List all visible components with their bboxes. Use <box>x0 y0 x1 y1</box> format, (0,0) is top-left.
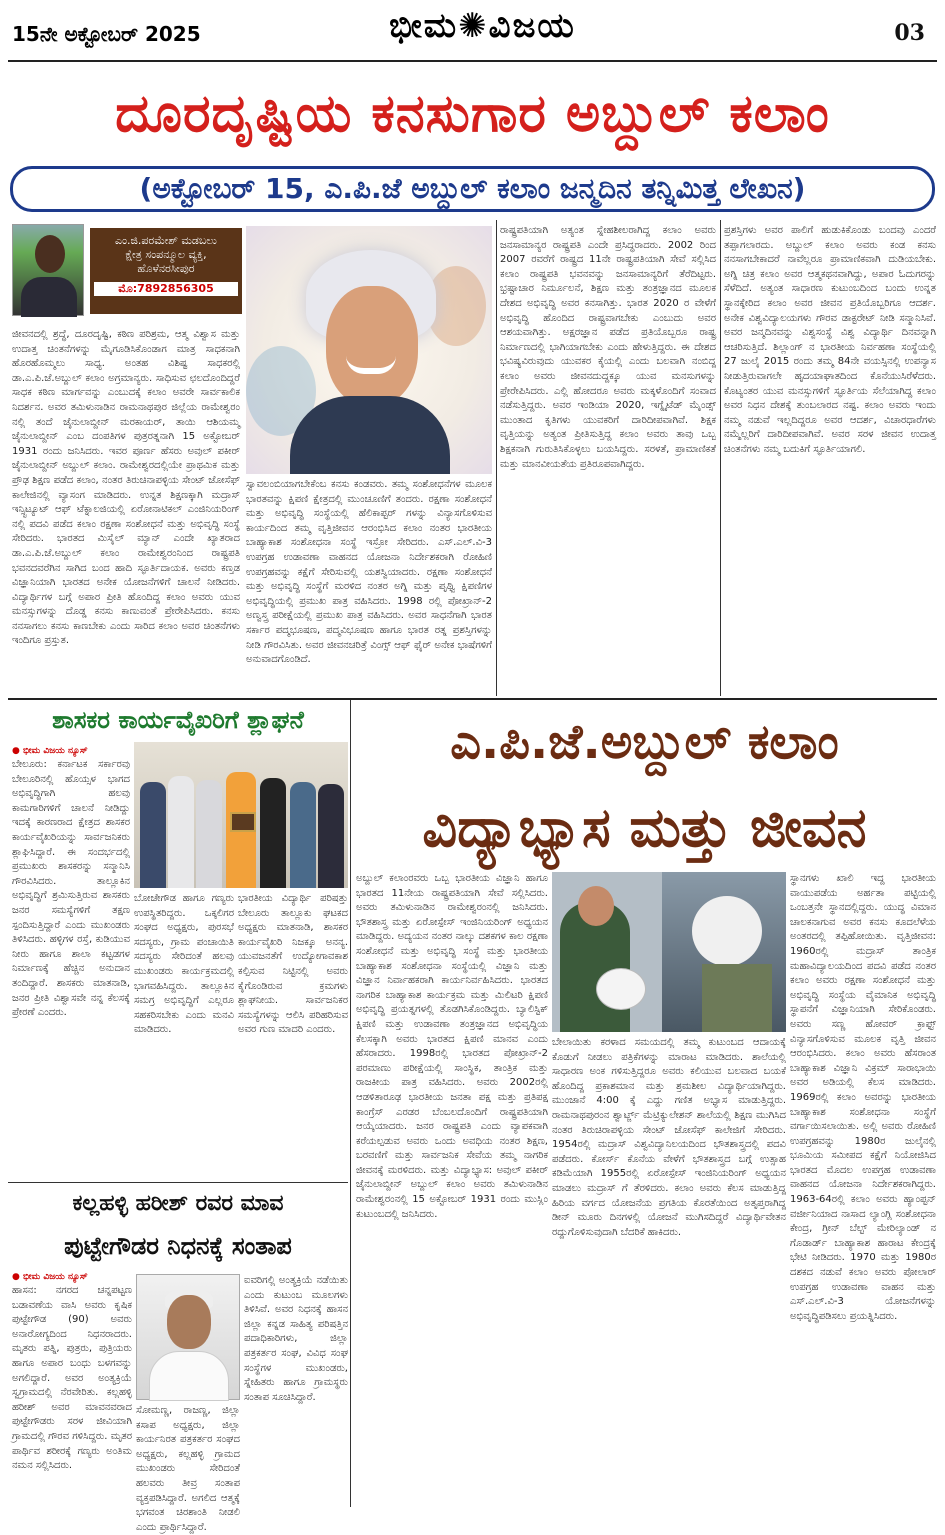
masthead-divider <box>8 60 937 62</box>
portrait-face <box>326 286 418 406</box>
issue-date: 15ನೇ ಅಕ್ಟೋಬರ್ 2025 <box>12 22 201 46</box>
pilot-helmet <box>692 896 762 966</box>
story4-col-1: ಹಾಸನ: ನಗರದ ಚನ್ನಪಟ್ಟಣ ಬಡಾವಣೆಯ ವಾಸಿ ಅವರು ಕೃಷಿಕ ಪುಟ್ಟೇಗೌಡ (90) ಅವರು ಅನಾರೋಗ್ಯದಿಂದ ನಿಧನರಾದರು. ಮೃತರು ಪತ್ನಿ, ಪುತ್ರರು, ಪುತ್ರಿಯರು ಹಾಗೂ ಅಪಾರ ಬಂಧು ಬಳಗವನ್ನು ಅಗಲಿದ್ದಾರೆ. ಅವರ ಅಂತ್ಯಕ್ರಿಯೆ ಸ್ವಗ್ರಾಮದಲ್ಲಿ ನೆರವೇರಿತು. ಕಲ್ಲಹಳ್ಳಿ ಹರೀಶ್ ಅವರ ಮಾವನವರಾದ ಪುಟ್ಟೇಗೌಡರು ಸರಳ ಜೀವಿಯಾಗಿ ಗ್ರಾಮದಲ್ಲಿ ಗೌರವ ಗಳಿಸಿದ್ದರು. ಮೃತರ ಪಾರ್ಥಿವ ಶರೀರಕ್ಕೆ ಗಣ್ಯರು ಅಂತಿಮ ನಮನ ಸಲ್ಲಿಸಿದರು. <box>12 1285 132 1472</box>
story4-col-2: ಐವರಿಗಲ್ಲಿ ಅಂತ್ಯಕ್ರಿಯೆ ನಡೆಯಿತು ಎಂದು ಕುಟುಂಬ ಮೂಲಗಳು ತಿಳಿಸಿವೆ. ಅವರ ನಿಧನಕ್ಕೆ ಹಾಸನ ಜಿಲ್ಲಾ ಕನ್ನಡ ಸಾಹಿತ್ಯ ಪರಿಷತ್ತಿನ ಪದಾಧಿಕಾರಿಗಳು, ಜಿಲ್ಲಾ ಪತ್ರಕರ್ತರ ಸಂಘ, ವಿವಿಧ ಸಂಘ ಸಂಸ್ಥೆಗಳ ಮುಖಂಡರು, ಸ್ನೇಹಿತರು ಹಾಗೂ ಗ್ರಾಮಸ್ಥರು ಸಂತಾಪ ಸೂಚಿಸಿದ್ದಾರೆ. <box>244 1275 348 1403</box>
page-number: 03 <box>894 20 925 46</box>
newspaper-logo: ಭೀಮ✺ವಿಜಯ <box>389 6 576 46</box>
photo-person <box>196 780 222 888</box>
kalam-photo-collage <box>552 872 786 1032</box>
story4-col-3: ಸೋಮಣ್ಣ, ರಾಜಣ್ಣ, ಜಿಲ್ಲಾ ಕಸಾಪ ಅಧ್ಯಕ್ಷರು, ಜಿಲ್ಲಾ ಕಾರ್ಯನಿರತ ಪತ್ರಕರ್ತರ ಸಂಘದ ಅಧ್ಯಕ್ಷರು, ಕಲ್ಲಹಳ್ಳಿ ಗ್ರಾಮದ ಮುಖಂಡರು ಸೇರಿದಂತೆ ಹಲವರು ತೀವ್ರ ಸಂತಾಪ ವ್ಯಕ್ತಪಡಿಸಿದ್ದಾರೆ. ಅಗಲಿದ ಆತ್ಮಕ್ಕೆ ಭಗವಂತ ಚಿರಶಾಂತಿ ನೀಡಲಿ ಎಂದು ಪ್ರಾರ್ಥಿಸಿದ್ದಾರೆ. <box>136 1405 240 1533</box>
author-phone: ಮೊ:7892856305 <box>94 282 238 296</box>
pilot-suit <box>702 964 772 1032</box>
author-face <box>35 235 65 273</box>
lead-headline: ದೂರದೃಷ್ಟಿಯ ಕನಸುಗಾರ ಅಬ್ದುಲ್ ಕಲಾಂ <box>115 84 830 144</box>
story2-col-3: ಭಾರತೀಯ ವಿದ್ಯಾರ್ಥಿ ಪರಿಷತ್ತು ಬೇಲೂರು ತಾಲ್ಲೂಕು ಘಟಕದ ಅಧ್ಯಕ್ಷರು ಮಾತನಾಡಿ, ಶಾಸಕರ ಕಾರ್ಯವೈಖರಿ ನಿಜಕ್ಕೂ ಅನನ್ಯ. ಯುವಜನತೆಗೆ ಉದ್ಯೋಗಾವಕಾಶ ಕಲ್ಪಿಸುವ ನಿಟ್ಟಿನಲ್ಲಿ ಅವರು ಕೈಗೊಂಡಿರುವ ಕ್ರಮಗಳು ಶ್ಲಾಘನೀಯ. ಸಾರ್ವಜನಿಕರ ಸಮಸ್ಯೆಗಳನ್ನು ಆಲಿಸಿ ಪರಿಹರಿಸುವ ಅವರ ಗುಣ ಮಾದರಿ ಎಂದರು. <box>238 893 348 1036</box>
story4-headline-line2: ಪುಟ್ಟೇಗೌಡರ ನಿಧನಕ್ಕೆ ಸಂತಾಪ <box>64 1232 292 1260</box>
masthead <box>0 0 945 64</box>
photo-person <box>290 782 316 888</box>
author-byline <box>12 224 242 324</box>
author-role: ಕ್ಷೇತ್ರ ಸಂಪನ್ಮೂಲ ವ್ಯಕ್ತಿ, <box>125 248 207 261</box>
story2-col-1: ಬೇಲೂರು: ಕರ್ನಾಟಕ ಸರ್ಕಾರವು ಬೇಲೂರಿನಲ್ಲಿ ಹೊಯ್ಸಳ ಭಾಗದ ಅಭಿವೃದ್ಧಿಗಾಗಿ ಹಲವು ಕಾಮಗಾರಿಗಳಿಗೆ ಚಾಲನೆ ನೀಡಿದ್ದು ಇದಕ್ಕೆ ಕಾರಣರಾದ ಕ್ಷೇತ್ರದ ಶಾಸಕರ ಕಾರ್ಯವೈಖರಿಯನ್ನು ಸಾರ್ವಜನಿಕರು ಶ್ಲಾಘಿಸಿದ್ದಾರೆ. ಈ ಸಂದರ್ಭದಲ್ಲಿ ಪ್ರಮುಖರು ಶಾಸಕರನ್ನು ಸನ್ಮಾನಿಸಿ ಗೌರವಿಸಿದರು. ತಾಲ್ಲೂಕಿನ ಅಭಿವೃದ್ಧಿಗೆ ಶ್ರಮಿಸುತ್ತಿರುವ ಶಾಸಕರು ಜನರ ಸಮಸ್ಯೆಗಳಿಗೆ ತಕ್ಷಣ ಸ್ಪಂದಿಸುತ್ತಿದ್ದಾರೆ ಎಂದು ಮುಖಂಡರು ತಿಳಿಸಿದರು. ಹಳ್ಳಿಗಳ ರಸ್ತೆ, ಕುಡಿಯುವ ನೀರು ಹಾಗೂ ಶಾಲಾ ಕಟ್ಟಡಗಳ ನಿರ್ಮಾಣಕ್ಕೆ ಹೆಚ್ಚಿನ ಅನುದಾನ ತಂದಿದ್ದಾರೆ. ಶಾಸಕರು ಮಾತನಾಡಿ, ಜನರ ಪ್ರೀತಿ ವಿಶ್ವಾಸವೇ ನನ್ನ ಕೆಲಸಕ್ಕೆ ಪ್ರೇರಣೆ ಎಂದರು. <box>12 759 130 1019</box>
story4-badge: ● ಭೀಮ ವಿಜಯ ನ್ಯೂಸ್ <box>12 1272 88 1282</box>
story4-headline-line1: ಕಲ್ಲಹಳ್ಳಿ ಹರೀಶ್ ರವರ ಮಾವ <box>72 1191 284 1216</box>
column-divider <box>350 700 351 1507</box>
kalam-face-small <box>578 886 614 926</box>
story3-headline-line2: ವಿದ್ಯಾಭ್ಯಾಸ ಮತ್ತು ಜೀವನ <box>422 796 867 859</box>
column-divider <box>496 220 497 696</box>
author-photo <box>12 224 84 316</box>
story2-headline: ಶಾಸಕರ ಕಾರ್ಯವೈಖರಿಗೆ ಶ್ಲಾಘನೆ <box>52 706 304 734</box>
memento-frame <box>230 812 256 832</box>
flight-helmet <box>596 968 646 1010</box>
portrait-suit <box>290 396 450 474</box>
story2-badge: ● ಭೀಮ ವಿಜಯ ನ್ಯೂಸ್ <box>12 746 88 756</box>
obituary-face <box>167 1295 211 1349</box>
author-shirt <box>21 277 77 317</box>
author-name: ಎಂ.ಜಿ.ಪರಮೇಶ್ ಮಡಬಲು <box>115 234 217 247</box>
photo-person <box>260 778 286 888</box>
obituary-shirt <box>149 1351 229 1401</box>
lead-col-3: ರಾಷ್ಟ್ರಪತಿಯಾಗಿ ಅತ್ಯಂತ ಸ್ನೇಹಶೀಲರಾಗಿದ್ದ ಕಲಾಂ ಅವರು ಜನಸಾಮಾನ್ಯರ ರಾಷ್ಟ್ರಪತಿ ಎಂದೇ ಪ್ರಸಿದ್ಧರಾದರು. 2002 ರಿಂದ 2007 ರವರೆಗೆ ರಾಷ್ಟ್ರದ 11ನೇ ರಾಷ್ಟ್ರಪತಿಯಾಗಿ ಸೇವೆ ಸಲ್ಲಿಸಿದ ಕಲಾಂ ರಾಷ್ಟ್ರಪತಿ ಭವನವನ್ನು ಜನಸಾಮಾನ್ಯರಿಗೆ ತೆರೆದಿಟ್ಟರು. ಭ್ರಷ್ಟಾಚಾರ ನಿರ್ಮೂಲನೆ, ಶಿಕ್ಷಣ ಮತ್ತು ತಂತ್ರಜ್ಞಾನದ ಮೂಲಕ ದೇಶದ ಅಭಿವೃದ್ಧಿ ಅವರ ಕನಸಾಗಿತ್ತು. ಭಾರತ 2020 ರ ವೇಳೆಗೆ ಅಭಿವೃದ್ಧಿ ಹೊಂದಿದ ರಾಷ್ಟ್ರವಾಗಬೇಕು ಎಂಬುದು ಅವರ ಆಶಯವಾಗಿತ್ತು. ಅಕ್ಷರಜ್ಞಾನ ಪಡೆದ ಪ್ರತಿಯೊಬ್ಬರೂ ರಾಷ್ಟ್ರ ನಿರ್ಮಾಣದಲ್ಲಿ ಭಾಗಿಯಾಗಬೇಕು ಎಂದು ಹೇಳುತ್ತಿದ್ದರು. ಈ ದೇಶದ ಭವಿಷ್ಯವಿರುವುದು ಯುವಕರ ಕೈಯಲ್ಲಿ ಎಂದು ಬಲವಾಗಿ ನಂಬಿದ್ದ ಕಲಾಂ ಅವರು ಜೀವನದುದ್ದಕ್ಕೂ ಯುವ ಮನಸುಗಳನ್ನು ಪ್ರೇರೇಪಿಸಿದರು. ಎಲ್ಲಿ ಹೋದರೂ ಅವರು ಮಕ್ಕಳೊಂದಿಗೆ ಸಂವಾದ ನಡೆಸುತ್ತಿದ್ದರು. ಅವರ ಇಂಡಿಯಾ 2020, ಇಗ್ನೈಟೆಡ್ ಮೈಂಡ್ಸ್ ಮುಂತಾದ ಕೃತಿಗಳು ಯುವಕರಿಗೆ ದಾರಿದೀಪವಾಗಿವೆ. ಶಿಕ್ಷಕ ವೃತ್ತಿಯನ್ನು ಅತ್ಯಂತ ಪ್ರೀತಿಸುತ್ತಿದ್ದ ಕಲಾಂ ಅವರು ತಾವು ಒಬ್ಬ ಶಿಕ್ಷಕನಾಗಿ ಗುರುತಿಸಿಕೊಳ್ಳಲು ಬಯಸಿದ್ದರು. ಸರಳತೆ, ಪ್ರಾಮಾಣಿಕತೆ ಮತ್ತು ಮಾನವೀಯತೆಯ ಪ್ರತಿರೂಪವಾಗಿದ್ದರು. <box>500 225 716 470</box>
photo-person <box>168 776 194 888</box>
photo-person <box>140 782 166 888</box>
column-divider <box>720 220 721 696</box>
story3-col-3: ಸ್ಥಾನಗಳು ಖಾಲಿ ಇದ್ದ ಭಾರತೀಯ ವಾಯುಪಡೆಯ ಅರ್ಹತಾ ಪಟ್ಟಿಯಲ್ಲಿ ಒಂಬತ್ತನೇ ಸ್ಥಾನದಲ್ಲಿದ್ದರು. ಯುದ್ಧ ವಿಮಾನ ಚಾಲಕನಾಗುವ ಅವರ ಕನಸು ಕೂದಲೆಳೆಯ ಅಂತರದಲ್ಲಿ ತಪ್ಪಿಹೋಯಿತು. ವೃತ್ತಿಜೀವನ: 1960ರಲ್ಲಿ ಮದ್ರಾಸ್ ತಾಂತ್ರಿಕ ಮಹಾವಿದ್ಯಾಲಯದಿಂದ ಪದವಿ ಪಡೆದ ನಂತರ ಕಲಾಂ ಅವರು ರಕ್ಷಣಾ ಸಂಶೋಧನೆ ಮತ್ತು ಅಭಿವೃದ್ಧಿ ಸಂಸ್ಥೆಯ ವೈಮಾನಿಕ ಅಭಿವೃದ್ಧಿ ಸ್ಥಾಪನೆಗೆ ವಿಜ್ಞಾನಿಯಾಗಿ ಸೇರಿಕೊಂಡರು. ಅವರು ಸಣ್ಣ ಹೋವರ್ ಕ್ರಾಫ್ಟ್ ವಿನ್ಯಾಸಗೊಳಿಸುವ ಮೂಲಕ ವೃತ್ತಿ ಜೀವನ ಆರಂಭಿಸಿದರು. ಕಲಾಂ ಅವರು ಹೆಸರಾಂತ ಬಾಹ್ಯಾಕಾಶ ವಿಜ್ಞಾನಿ ವಿಕ್ರಮ್ ಸಾರಾಭಾಯಿ ಅವರ ಅಡಿಯಲ್ಲಿ ಕೆಲಸ ಮಾಡಿದರು. 1969ರಲ್ಲಿ ಕಲಾಂ ಅವರನ್ನು ಭಾರತೀಯ ಬಾಹ್ಯಾಕಾಶ ಸಂಶೋಧನಾ ಸಂಸ್ಥೆಗೆ ವರ್ಗಾಯಿಸಲಾಯಿತು. ಅಲ್ಲಿ ಅವರು ರೋಹಿಣಿ ಉಪಗ್ರಹವನ್ನು 1980ರ ಜುಲೈನಲ್ಲಿ ಭೂಮಿಯ ಸಮೀಪದ ಕಕ್ಷೆಗೆ ನಿಯೋಜಿಸಿದ ಭಾರತದ ಮೊದಲ ಉಪಗ್ರಹ ಉಡಾವಣಾ ವಾಹನದ ಯೋಜನಾ ನಿರ್ದೇಶಕರಾಗಿದ್ದರು. 1963-64ರಲ್ಲಿ ಕಲಾಂ ಅವರು ಹ್ಯಾಂಪ್ಟನ್ ವರ್ಜೀನಿಯಾದ ನಾಸಾದ ಲ್ಯಾಂಗ್ಲಿ ಸಂಶೋಧನಾ ಕೇಂದ್ರ, ಗ್ರೀನ್ ಬೆಲ್ಟ್ ಮೇರಿಲ್ಯಾಂಡ್ ನ ಗೊಡಾರ್ಡ್ ಬಾಹ್ಯಾಕಾಶ ಹಾರಾಟ ಕೇಂದ್ರಕ್ಕೆ ಭೇಟಿ ನೀಡಿದರು. 1970 ಮತ್ತು 1980ರ ದಶಕದ ನಡುವೆ ಕಲಾಂ ಅವರು ಪೋಲಾರ್ ಉಪಗ್ರಹ ಉಡಾವಣಾ ವಾಹನ ಮತ್ತು ಎಸ್.ಎಲ್.ವಿ-3 ಯೋಜನೆಗಳನ್ನು ಅಭಿವೃದ್ಧಿಪಡಿಸಲು ಪ್ರಯತ್ನಿಸಿದರು. <box>790 873 936 1322</box>
obituary-photo <box>136 1274 240 1400</box>
lead-col-2: ಸ್ವಾವಲಂಬಿಯಾಗಬೇಕೆಂಬ ಕನಸು ಕಂಡವರು. ತಮ್ಮ ಸಂಶೋಧನೆಗಳ ಮೂಲಕ ಭಾರತವನ್ನು ಕ್ಷಿಪಣಿ ಕ್ಷೇತ್ರದಲ್ಲಿ ಮುಂಚೂಣಿಗೆ ತಂದರು. ರಕ್ಷಣಾ ಸಂಶೋಧನೆ ಮತ್ತು ಅಭಿವೃದ್ಧಿ ಸಂಸ್ಥೆಯಲ್ಲಿ ಹೆಲಿಕಾಪ್ಟರ್ ಗಳನ್ನು ವಿನ್ಯಾಸಗೊಳಿಸುವ ಕಾರ್ಯದಿಂದ ತಮ್ಮ ವೃತ್ತಿಜೀವನ ಆರಂಭಿಸಿದ ಕಲಾಂ ನಂತರ ಭಾರತೀಯ ಬಾಹ್ಯಾಕಾಶ ಸಂಶೋಧನಾ ಸಂಸ್ಥೆ ಇಸ್ರೋ ಸೇರಿದರು. ಎಸ್.ಎಲ್.ವಿ-3 ಉಪಗ್ರಹ ಉಡಾವಣಾ ವಾಹನದ ಯೋಜನಾ ನಿರ್ದೇಶಕರಾಗಿ ರೋಹಿಣಿ ಉಪಗ್ರಹವನ್ನು ಕಕ್ಷೆಗೆ ಸೇರಿಸುವಲ್ಲಿ ಯಶಸ್ವಿಯಾದರು. ರಕ್ಷಣಾ ಸಂಶೋಧನೆ ಮತ್ತು ಅಭಿವೃದ್ಧಿ ಸಂಸ್ಥೆಗೆ ಮರಳಿದ ನಂತರ ಅಗ್ನಿ ಮತ್ತು ಪೃಥ್ವಿ ಕ್ಷಿಪಣಿಗಳ ಅಭಿವೃದ್ಧಿಯಲ್ಲಿ ಪ್ರಮುಖ ಪಾತ್ರ ವಹಿಸಿದರು. 1998 ರಲ್ಲಿ ಪೋಖ್ರಾನ್-2 ಅಣ್ವಸ್ತ್ರ ಪರೀಕ್ಷೆಯಲ್ಲಿ ಪ್ರಮುಖ ಪಾತ್ರ ವಹಿಸಿದರು. ಅವರ ಸಾಧನೆಗಾಗಿ ಭಾರತ ಸರ್ಕಾರ ಪದ್ಮಭೂಷಣ, ಪದ್ಮವಿಭೂಷಣ ಹಾಗೂ ಭಾರತ ರತ್ನ ಪ್ರಶಸ್ತಿಗಳನ್ನು ನೀಡಿ ಗೌರವಿಸಿತು. ಅವರ ಜೀವನಚರಿತ್ರೆ ವಿಂಗ್ಸ್ ಆಫ್ ಫೈರ್ ಅನೇಕ ಭಾಷೆಗಳಿಗೆ ಅನುವಾದಗೊಂಡಿದೆ. <box>246 479 492 666</box>
lead-subheadline: (ಅಕ್ಟೋಬರ್ 15, ಎ.ಪಿ.ಜೆ ಅಬ್ದುಲ್ ಕಲಾಂ ಜನ್ಮದಿನ ತನ್ನಿಮಿತ್ತ ಲೇಖನ) <box>10 166 935 212</box>
story2-col-2: ಬೋಜೇಗೌಡ ಹಾಗೂ ಗಣ್ಯರು ಉಪಸ್ಥಿತರಿದ್ದರು. ಒಕ್ಕಲಿಗರ ಸಂಘದ ಅಧ್ಯಕ್ಷರು, ಪುರಸಭೆ ಸದಸ್ಯರು, ಗ್ರಾಮ ಪಂಚಾಯಿತಿ ಸದಸ್ಯರು ಸೇರಿದಂತೆ ಹಲವು ಮುಖಂಡರು ಕಾರ್ಯಕ್ರಮದಲ್ಲಿ ಭಾಗವಹಿಸಿದ್ದರು. ತಾಲ್ಲೂಕಿನ ಸಮಗ್ರ ಅಭಿವೃದ್ಧಿಗೆ ಎಲ್ಲರೂ ಸಹಕರಿಸಬೇಕು ಎಂದು ಮನವಿ ಮಾಡಿದರು. <box>134 893 234 1036</box>
author-card <box>90 228 242 314</box>
story3-headline-line1: ಎ.ಪಿ.ಜೆ.ಅಬ್ದುಲ್ ಕಲಾಂ <box>450 714 839 770</box>
lead-col-4: ಪ್ರಶಸ್ತಿಗಳು ಅವರ ಪಾಲಿಗೆ ಹುಡುಕಿಕೊಂಡು ಬಂದವು ಎಂದರೆ ತಪ್ಪಾಗಲಾರದು. ಅಬ್ದುಲ್ ಕಲಾಂ ಅವರು ಕಂಡ ಕನಸು ನನಸಾಗಬೇಕಾದರೆ ನಾವೆಲ್ಲರೂ ಪ್ರಾಮಾಣಿಕವಾಗಿ ದುಡಿಯಬೇಕು. ಅಗ್ನಿ ಚಿತ್ರ ಕಲಾಂ ಅವರ ಆತ್ಮಕಥನವಾಗಿದ್ದು, ಅಪಾರ ಓದುಗರನ್ನು ಸೆಳೆದಿದೆ. ಅತ್ಯಂತ ಸಾಧಾರಣ ಕುಟುಂಬದಿಂದ ಬಂದು ಉನ್ನತ ಸ್ಥಾನಕ್ಕೇರಿದ ಕಲಾಂ ಅವರ ಜೀವನ ಪ್ರತಿಯೊಬ್ಬರಿಗೂ ಆದರ್ಶ. ಅನೇಕ ವಿಶ್ವವಿದ್ಯಾಲಯಗಳು ಗೌರವ ಡಾಕ್ಟರೇಟ್ ನೀಡಿ ಸನ್ಮಾನಿಸಿವೆ. ಅವರ ಜನ್ಮದಿನವನ್ನು ವಿಶ್ವಸಂಸ್ಥೆ ವಿಶ್ವ ವಿದ್ಯಾರ್ಥಿ ದಿನವನ್ನಾಗಿ ಆಚರಿಸುತ್ತಿದೆ. ಶಿಲ್ಲಾಂಗ್ ನ ಭಾರತೀಯ ನಿರ್ವಹಣಾ ಸಂಸ್ಥೆಯಲ್ಲಿ 27 ಜುಲೈ 2015 ರಂದು ತಮ್ಮ 84ನೇ ವಯಸ್ಸಿನಲ್ಲಿ ಉಪನ್ಯಾಸ ನೀಡುತ್ತಿರುವಾಗಲೇ ಹೃದಯಾಘಾತದಿಂದ ಕೊನೆಯುಸಿರೆಳೆದರು. ಕೊಟ್ಯಂತರ ಯುವ ಮನಸ್ಸುಗಳಿಗೆ ಸ್ಫೂರ್ತಿಯ ಸೆಲೆಯಾಗಿದ್ದ ಕಲಾಂ ಅವರ ನಿಧನ ದೇಶಕ್ಕೆ ತುಂಬಲಾರದ ನಷ್ಟ. ಕಲಾಂ ಅವರು ಇಂದು ನಮ್ಮ ನಡುವೆ ಇಲ್ಲದಿದ್ದರೂ ಅವರ ಆದರ್ಶ, ವಿಚಾರಧಾರೆಗಳು ನಮ್ಮೆಲ್ಲರಿಗೆ ದಾರಿದೀಪವಾಗಿವೆ. ಅವರ ಸರಳ ಜೀವನ ಉದಾತ್ತ ಚಿಂತನೆಗಳು ನಮ್ಮ ಬದುಕಿಗೆ ಸ್ಫೂರ್ತಿಯಾಗಲಿ. <box>724 225 936 455</box>
felicitation-photo <box>134 742 348 888</box>
photo-person <box>318 784 344 888</box>
kalam-portrait <box>246 226 492 474</box>
lead-col-1: ಜೀವನದಲ್ಲಿ ಶ್ರದ್ಧೆ, ದೂರದೃಷ್ಟಿ, ಕಠಿಣ ಪರಿಶ್ರಮ, ಆತ್ಮ ವಿಶ್ವಾಸ ಮತ್ತು ಉದಾತ್ತ ಚಿಂತನೆಗಳನ್ನು ಮೈಗೂಡಿಸಿಕೊಂಡಾಗ ಮಾತ್ರ ಸಾಧಕನಾಗಿ ಹೊರಹೊಮ್ಮಲು ಸಾಧ್ಯ. ಅಂತಹ ವಿಶಿಷ್ಟ ಸಾಧಕರಲ್ಲಿ ಡಾ.ಎ.ಪಿ.ಜೆ.ಅಬ್ದುಲ್ ಕಲಾಂ ಅಗ್ರಮಾನ್ಯರು. ಸಾಧಿಸುವ ಛಲದೊಂದಿದ್ದರೆ ಸಾಧಕ ಕಠಿಣ ಮಾರ್ಗವನ್ನು ಎಂಬುದಕ್ಕೆ ಕಲಾಂ ಅವರೇ ಸಾರ್ವಕಾಲಿಕ ನಿದರ್ಶನ. ಅವರ ತಮಿಳುನಾಡಿನ ರಾಮನಾಥಪುರ ಜಿಲ್ಲೆಯ ರಾಮೇಶ್ವರಂ ನಲ್ಲಿ ತಂದೆ ಜೈನುಲಾಬ್ದೀನ್ ಮರಕಾಯರ್, ತಾಯಿ ಆಶಿಯಮ್ಮ ಜೈನುಲಾಬ್ದೀನ್ ಎಂಬ ದಂಪತಿಗಳ ಪುತ್ರರತ್ನನಾಗಿ 15 ಅಕ್ಟೋಬರ್ 1931 ರಂದು ಜನಿಸಿದರು. ಇವರ ಪೂರ್ಣ ಹೆಸರು ಅವುಲ್ ಪಕೀರ್ ಜೈನುಲಾಬ್ದೀನ್ ಅಬ್ದುಲ್ ಕಲಾಂ. ರಾಮೇಶ್ವರದಲ್ಲಿಯೇ ಪ್ರಾಥಮಿಕ ಮತ್ತು ಪ್ರೌಢ ಶಿಕ್ಷಣ ಪಡೆದ ಕಲಾಂ, ನಂತರ ತಿರುಚಿನಾಪಳ್ಳಿಯ ಸೇಂಟ್ ಜೋಸೆಫ್ ಕಾಲೇಜಿನಲ್ಲಿ ವ್ಯಾಸಂಗ ಮಾಡಿದರು. ಉನ್ನತ ಶಿಕ್ಷಣಕ್ಕಾಗಿ ಮದ್ರಾಸ್ ಇನ್ಸ್ಟಿಟ್ಯೂಟ್ ಆಫ್ ಟೆಕ್ನಾಲಜಿಯಲ್ಲಿ ಏರೋನಾಟಿಕಲ್ ಎಂಜಿನಿಯರಿಂಗ್ ನಲ್ಲಿ ಪದವಿ ಪಡೆದ ಕಲಾಂ ರಕ್ಷಣಾ ಸಂಶೋಧನೆ ಮತ್ತು ಅಭಿವೃದ್ಧಿ ಸಂಸ್ಥೆ ಸೇರಿದರು. ಭಾರತದ ಮಿಸೈಲ್ ಮ್ಯಾನ್ ಎಂದೇ ಖ್ಯಾತರಾದ ಡಾ.ಎ.ಪಿ.ಜೆ.ಅಬ್ದುಲ್ ಕಲಾಂ ರಾಮೇಶ್ವರಂನಿಂದ ರಾಷ್ಟ್ರಪತಿ ಭವನದವರೆಗಿನ ಸಾಗಿದ ಬಂದ ಹಾದಿ ಸ್ಫೂರ್ತಿದಾಯಕ. ಅವರು ಕಣ್ತಡ ವಿಜ್ಞಾನಿಯಾಗಿ ಭಾರತದ ಅನೇಕ ಯೋಜನೆಗಳಿಗೆ ಚಾಲನೆ ನೀಡಿದರು. ವಿದ್ಯಾರ್ಥಿಗಳ ಬಗ್ಗೆ ಅಪಾರ ಪ್ರೀತಿ ಹೊಂದಿದ್ದ ಕಲಾಂ ಅವರು ಯುವ ಮನಸ್ಸುಗಳನ್ನು ದೊಡ್ಡ ಕನಸು ಕಾಣುವಂತೆ ಪ್ರೇರೇಪಿಸಿದರು. ಕನಸು ನನಸಾಗಲು ಕನಸು ಕಾಣಬೇಕು ಎಂದು ಸಾರಿದ ಕಲಾಂ ಅವರ ಚಿಂತನೆಗಳು ಇಂದಿಗೂ ಪ್ರಸ್ತುತ. <box>12 329 240 647</box>
story3-col-2: ಬೇಲಾಯಿತು ಕರಳಾದ ಸಮಯದಲ್ಲಿ ತಮ್ಮ ಕುಟುಂಬದ ಆದಾಯಕ್ಕೆ ಕೊಡುಗೆ ನೀಡಲು ಪತ್ರಿಕೆಗಳನ್ನು ಮಾರಾಟ ಮಾಡಿದರು. ಶಾಲೆಯಲ್ಲಿ ಸಾಧಾರಣ ಅಂಕ ಗಳಿಸುತ್ತಿದ್ದರೂ ಅವರು ಕಲಿಯುವ ಬಲವಾದ ಬಯಕೆ ಹೊಂದಿದ್ದ ಪ್ರಕಾಶಮಾನ ಮತ್ತು ಶ್ರಮಶೀಲ ವಿದ್ಯಾರ್ಥಿಯಾಗಿದ್ದರು. ಮುಂಜಾನೆ 4:00 ಕ್ಕೆ ಎದ್ದು ಗಣಿತ ಅಭ್ಯಾಸ ಮಾಡುತ್ತಿದ್ದರು. ರಾಮನಾಥಪುರಂನ ಶ್ವಾರ್ಟ್ಜ್ ಮೆಟ್ರಿಕ್ಯುಲೇಶನ್ ಶಾಲೆಯಲ್ಲಿ ಶಿಕ್ಷಣ ಮುಗಿಸಿದ ನಂತರ ತಿರುಚಿರಾಪಳ್ಳಿಯ ಸೇಂಟ್ ಜೋಸೆಫ್ ಕಾಲೇಜಿಗೆ ಸೇರಿದರು. 1954ರಲ್ಲಿ ಮದ್ರಾಸ್ ವಿಶ್ವವಿದ್ಯಾನಿಲಯದಿಂದ ಭೌತಶಾಸ್ತ್ರದಲ್ಲಿ ಪದವಿ ಪಡೆದರು. ಕೋರ್ಸ್ ಕೊನೆಯ ವೇಳೆಗೆ ಭೌತಶಾಸ್ತ್ರದ ಬಗ್ಗೆ ಉತ್ಸಾಹ ಕಡಿಮೆಯಾಗಿ 1955ರಲ್ಲಿ ಏರೋಸ್ಪೇಸ್ ಇಂಜಿನಿಯರಿಂಗ್ ಅಧ್ಯಯನ ಮಾಡಲು ಮದ್ರಾಸ್ ಗೆ ತೆರಳಿದರು. ಕಲಾಂ ಅವರು ಕೆಲಸ ಮಾಡುತ್ತಿದ್ದ ಹಿರಿಯ ವರ್ಗದ ಯೋಜನೆಯ ಪ್ರಗತಿಯ ಕೊರತೆಯಿಂದ ಅತೃಪ್ತರಾಗಿದ್ದ ಡೀನ್ ಮೂರು ದಿನಗಳಲ್ಲಿ ಯೋಜನೆ ಮುಗಿಸದಿದ್ದರೆ ವಿದ್ಯಾರ್ಥಿವೇತನ ರದ್ದುಗೊಳಿಸುವುದಾಗಿ ಬೆದರಿಕೆ ಹಾಕಿದರು. <box>552 1037 786 1238</box>
author-place: ಹೊಳೆನರಸೀಪುರ <box>137 262 195 275</box>
story3-col-1: ಅಬ್ದುಲ್ ಕಲಾಂರವರು ಒಬ್ಬ ಭಾರತೀಯ ವಿಜ್ಞಾನಿ ಹಾಗೂ ಭಾರತದ 11ನೇಯ ರಾಷ್ಟ್ರಪತಿಯಾಗಿ ಸೇವೆ ಸಲ್ಲಿಸಿದರು. ಅವರು ತಮಿಳುನಾಡಿನ ರಾಮೇಶ್ವರಂನಲ್ಲಿ ಜನಿಸಿದರು. ಭೌತಶಾಸ್ತ್ರ ಮತ್ತು ಏರೋಸ್ಪೇಸ್ ಇಂಜಿನಿಯರಿಂಗ್ ಅಧ್ಯಯನ ಮಾಡಿದ್ದರು. ಅದ್ಯಯನ ನಂತರ ನಾಲ್ಕು ದಶಕಗಳ ಕಾಲ ರಕ್ಷಣಾ ಸಂಶೋಧನೆ ಮತ್ತು ಅಭಿವೃದ್ಧಿ ಸಂಸ್ಥೆ ಮತ್ತು ಭಾರತೀಯ ಬಾಹ್ಯಾಕಾಶ ಸಂಶೋಧನಾ ಸಂಸ್ಥೆಯಲ್ಲಿ ವಿಜ್ಞಾನಿ ಮತ್ತು ವಿಜ್ಞಾನ ನಿರ್ವಾಹಕರಾಗಿ ಕಾರ್ಯನಿರ್ವಹಿಸಿದರು. ಭಾರತದ ನಾಗರಿಕ ಬಾಹ್ಯಾಕಾಶ ಕಾರ್ಯಕ್ರಮ ಮತ್ತು ಮಿಲಿಟರಿ ಕ್ಷಿಪಣಿ ಅಭಿವೃದ್ಧಿ ಪ್ರಯತ್ನಗಳಲ್ಲಿ ತೊಡಗಿಸಿಕೊಂಡಿದ್ದರು. ಬ್ಯಾಲಿಸ್ಟಿಕ್ ಕ್ಷಿಪಣಿ ಮತ್ತು ಉಡಾವಣಾ ತಂತ್ರಜ್ಞಾನದ ಅಭಿವೃದ್ಧಿಯ ಕೆಲಸಕ್ಕಾಗಿ ಅವರು ಭಾರತದ ಕ್ಷಿಪಣಿ ಮಾನವ ಎಂದು ಹೆಸರಾದರು. 1998ರಲ್ಲಿ ಭಾರತದ ಪೋಖ್ರಾನ್-2 ಪರಮಾಣು ಪರೀಕ್ಷೆಯಲ್ಲಿ ಸಾಂಸ್ಥಿಕ, ತಾಂತ್ರಿಕ ಮತ್ತು ರಾಜಕೀಯ ಪಾತ್ರ ವಹಿಸಿದರು. ಅವರು 2002ರಲ್ಲಿ ಆಡಳಿತಾರೂಢ ಭಾರತೀಯ ಜನತಾ ಪಕ್ಷ ಮತ್ತು ಪ್ರತಿಪಕ್ಷ ಕಾಂಗ್ರೆಸ್ ಎರಡರ ಬೆಂಬಲದೊಂದಿಗೆ ರಾಷ್ಟ್ರಪತಿಯಾಗಿ ಆಯ್ಕೆಯಾದರು. ಜನರ ರಾಷ್ಟ್ರಪತಿ ಎಂದು ವ್ಯಾಪಕವಾಗಿ ಕರೆಯಲ್ಪಡುವ ಅವರು ಒಂದು ಅವಧಿಯ ನಂತರ ಶಿಕ್ಷಣ, ಬರವಣಿಗೆ ಮತ್ತು ಸಾರ್ವಜನಿಕ ಸೇವೆಯ ತಮ್ಮ ನಾಗರಿಕ ಜೀವನಕ್ಕೆ ಮರಳಿದರು. ಮತ್ತು ವಿದ್ಯಾಭ್ಯಾಸ: ಅವುಲ್ ಪಕೀರ್ ಜೈನುಲಾಬ್ದೀನ್ ಅಬ್ದುಲ್ ಕಲಾಂ ಅವರು ತಮಿಳುನಾಡಿನ ರಾಮೇಶ್ವರಂನಲ್ಲಿ 15 ಅಕ್ಟೋಬರ್ 1931 ರಂದು ಮುಸ್ಲಿಂ ಕುಟುಂಬದಲ್ಲಿ ಜನಿಸಿದರು. <box>356 873 548 1220</box>
section-divider <box>8 1182 348 1183</box>
